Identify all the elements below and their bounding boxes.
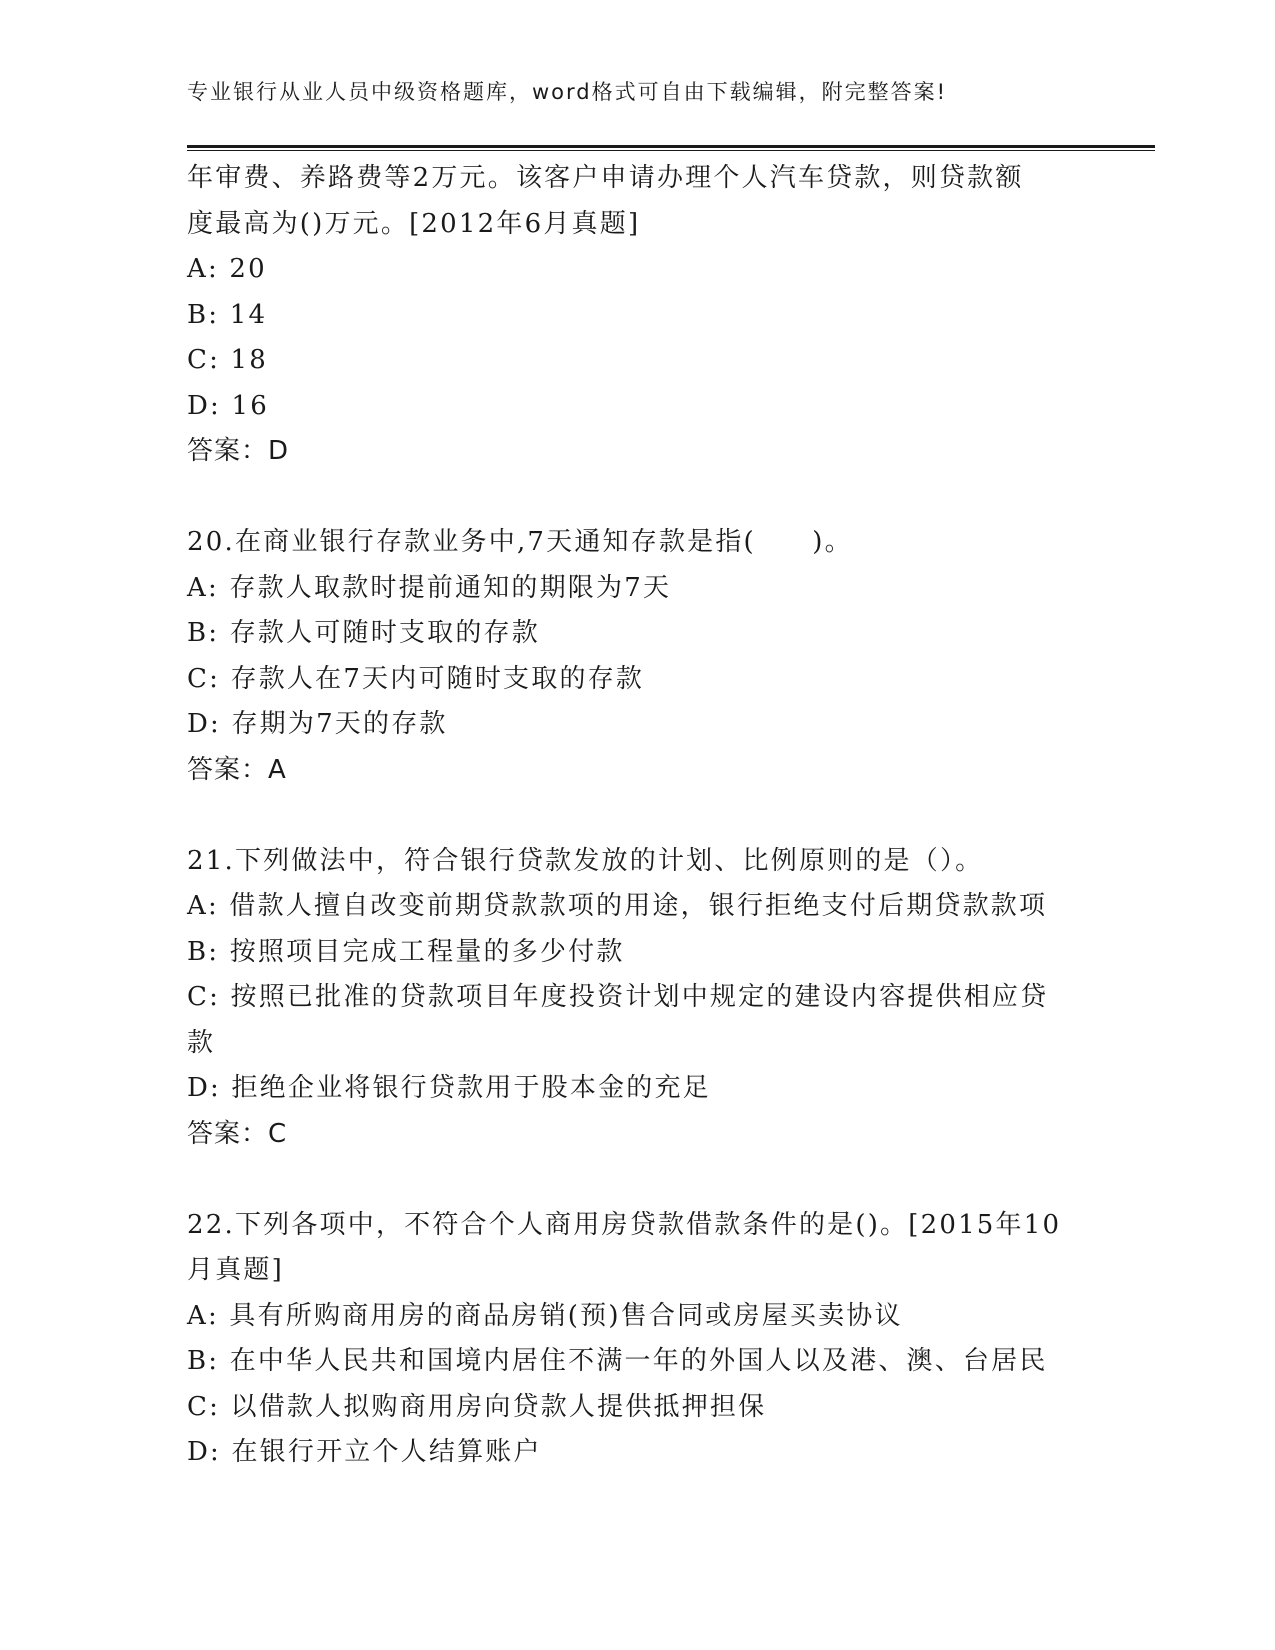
question-block <box>187 1203 1087 1476</box>
option-d: D: 16 <box>187 390 269 421</box>
question-content <box>187 156 1087 1476</box>
option-c-continued: 款 <box>187 1027 216 1058</box>
answer-line: 答案：A <box>187 754 287 785</box>
option-a: A: 具有所购商用房的商品房销(预)售合同或房屋买卖协议 <box>187 1300 903 1331</box>
option-b: B: 按照项目完成工程量的多少付款 <box>187 936 625 967</box>
option-b: B: 在中华人民共和国境内居住不满一年的外国人以及港、澳、台居民 <box>187 1346 1048 1376</box>
page-header: 专业银行从业人员中级资格题库，word格式可自由下载编辑，附完整答案! <box>187 80 948 104</box>
option-d: D: 拒绝企业将银行贷款用于股本金的充足 <box>187 1073 711 1103</box>
option-b: B: 存款人可随时支取的存款 <box>187 618 540 648</box>
option-c: C: 按照已批准的贷款项目年度投资计划中规定的建设内容提供相应贷 <box>187 982 1049 1012</box>
question-text-line: 20.在商业银行存款业务中,7天通知存款是指( )。 <box>187 527 853 557</box>
option-c: C: 存款人在7天内可随时支取的存款 <box>187 663 645 694</box>
option-a: A: 借款人擅自改变前期贷款款项的用途，银行拒绝支付后期贷款款项 <box>187 891 1048 921</box>
option-c: C: 以借款人拟购商用房向贷款人提供抵押担保 <box>187 1391 767 1422</box>
answer-line: 答案：D <box>187 436 290 466</box>
question-block <box>187 156 1087 475</box>
question-text-line: 22.下列各项中，不符合个人商用房贷款借款条件的是()。[2015年10 <box>187 1209 1062 1240</box>
question-text-line: 21.下列做法中，符合银行贷款发放的计划、比例原则的是（）。 <box>187 845 984 876</box>
answer-line: 答案：C <box>187 1118 288 1149</box>
option-a: A: 20 <box>187 254 267 284</box>
header-rule-thin <box>187 150 1155 151</box>
option-d: D: 存期为7天的存款 <box>187 709 448 739</box>
question-text-line: 年审费、养路费等2万元。该客户申请办理个人汽车贷款，则贷款额 <box>187 163 1024 193</box>
option-b: B: 14 <box>187 299 268 330</box>
option-a: A: 存款人取款时提前通知的期限为7天 <box>187 572 672 603</box>
question-block <box>187 839 1087 1158</box>
question-text-line: 度最高为()万元。[2012年6月真题] <box>187 208 641 239</box>
header-rule <box>187 145 1155 148</box>
option-d: D: 在银行开立个人结算账户 <box>187 1437 542 1467</box>
option-c: C: 18 <box>187 345 269 375</box>
question-text-line: 月真题] <box>187 1255 284 1285</box>
question-block <box>187 520 1087 793</box>
